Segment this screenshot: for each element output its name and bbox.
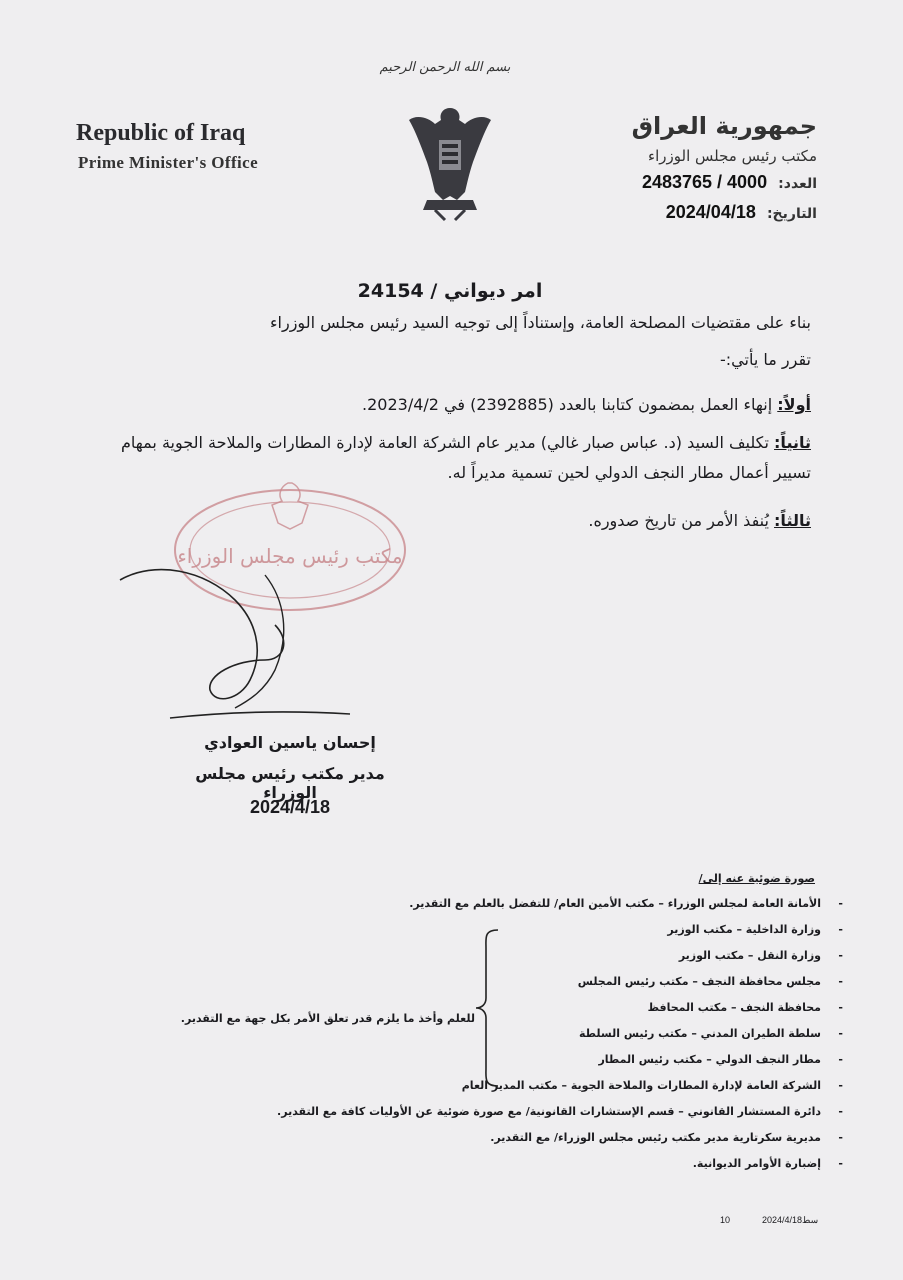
handwritten-signature [115,540,355,730]
order-item-label: ثانياً: [774,433,811,452]
copies-list-item: - وزارة الداخلية – مكتب الوزير [123,920,843,946]
signatory-title: مدير مكتب رئيس مجلس الوزراء [195,764,385,802]
copies-group-note: للعلم وأخذ ما يلزم قدر تعلق الأمر بكل جهة مع التقدير. [180,1012,475,1025]
order-decision-intro: تقرر ما يأتي:- [720,350,811,369]
order-item-label: ثالثاً: [774,511,811,530]
order-item-text: تكليف السيد (د. عباس صبار غالي) مدير عام الشركة العامة لإدارة المطارات والملاحة الجوية بمهام تسيير أعمال مطار النجف الدولي لحين تسمية مديراً له. [121,433,811,483]
iraq-eagle-emblem-icon [405,100,495,225]
basmala: بسم الله الرحمن الرحيم [379,60,511,75]
office-name-english: Prime Minister's Office [78,153,259,172]
issue-date-label: التاريخ: [766,206,817,222]
signature-date: 2024/4/18 [249,797,331,817]
copies-list-item: - دائرة المستشار القانوني – قسم الإستشارات القانونية/ مع صورة ضوئية عن الأوليات كافة مع التقدير. [123,1102,843,1128]
country-name-english: Republic of Iraq [76,120,246,146]
copies-list-item: - مجلس محافظة النجف – مكتب رئيس المجلس [123,972,843,998]
copies-list-item: - إضبارة الأوامر الديوانية. [123,1154,843,1180]
footer-page-number: 10 [720,1215,731,1225]
footer-date: 2024/4/18سط [762,1215,819,1225]
grouping-brace [472,928,502,1088]
order-preamble: بناء على مقتضيات المصلحة العامة، وإستناداً إلى توجيه السيد رئيس مجلس الوزراء [270,313,811,332]
reference-number-row [642,172,817,193]
order-item-first [101,390,811,420]
copies-list-item: - مديرية سكرتارية مدير مكتب رئيس مجلس الوزراء/ مع التقدير. [123,1128,843,1154]
copies-list-item: - مطار النجف الدولي – مكتب رئيس المطار [123,1050,843,1076]
reference-number-label: العدد: [778,176,817,192]
issue-date-value: 2024/04/18 [665,202,756,222]
reference-number-value: 2483765 / 4000 [641,172,768,192]
copies-heading: صورة ضوئية عنه إلى/ [698,872,815,885]
signatory-name: إحسان ياسين العوادي [204,733,376,752]
order-item-text: يُنفذ الأمر من تاريخ صدوره. [588,511,775,530]
copies-list-item: - الشركة العامة لإدارة المطارات والملاحة الجوية – مكتب المدير العام [123,1076,843,1102]
copies-list-item: - سلطة الطيران المدني – مكتب رئيس السلطة [123,1024,843,1050]
order-item-text: إنهاء العمل بمضمون كتابنا بالعدد (2392885) في 2023/4/2. [362,395,778,414]
copies-list-item: - الأمانة العامة لمجلس الوزراء – مكتب الأمين العام/ للتفضل بالعلم مع التقدير. [123,894,843,920]
country-name-arabic: جمهورية العراق [631,112,817,140]
copies-list-item: - محافظة النجف – مكتب المحافظ [123,998,843,1024]
office-name-arabic: مكتب رئيس مجلس الوزراء [648,147,817,165]
copies-list-item: - وزارة النقل – مكتب الوزير [123,946,843,972]
issue-date-row [666,202,817,223]
stamp-text: مكتب رئيس مجلس الوزراء [177,544,403,568]
order-title: امر ديواني / 24154 [357,280,543,302]
order-item-label: أولاً: [777,395,811,414]
